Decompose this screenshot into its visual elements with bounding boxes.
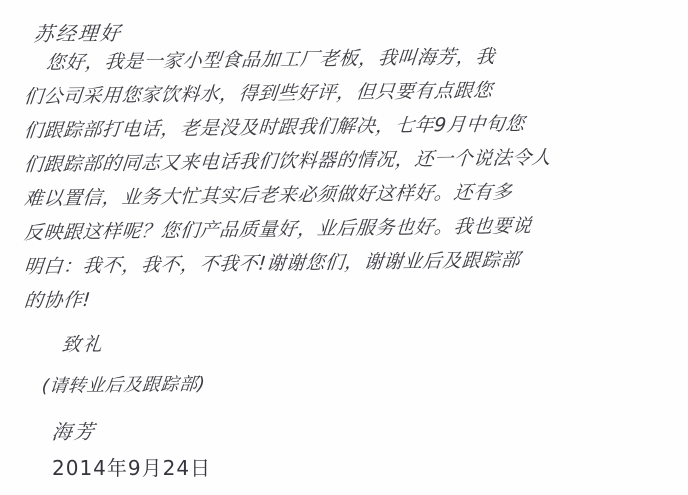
letter-body-line: 您好，我是一家小型食品加工厂老板，我叫海芳，我 bbox=[44, 45, 497, 74]
letter-body-line: 们公司采用您家饮料水，得到些好评，但只要有点跟您 bbox=[22, 79, 494, 108]
letter-body-line: 们跟踪部打电话，老是没及时跟我们解决，七年9月中旬您 bbox=[22, 113, 526, 142]
letter-body-line: 难以置信，业务大忙其实后老来必须做好这样好。还有多 bbox=[22, 181, 514, 210]
letter-body-line: 明白：我不，我不，不我不!谢谢您们，谢谢业后及跟踪部 bbox=[22, 249, 522, 278]
letter-parenthetical-note: (请转业后及跟踪部) bbox=[40, 373, 207, 397]
letter-signature: 海芳 bbox=[50, 419, 98, 444]
letter-date: 2014年9月24日 bbox=[52, 456, 212, 480]
letter-salutation: 苏经理好 bbox=[32, 20, 124, 46]
letter-body-line: 的协作! bbox=[22, 289, 92, 312]
letter-body-line: 们跟踪部的同志又来电话我们饮料器的情况，还一个说法令人 bbox=[22, 146, 553, 176]
letter-body-line: 反映跟这样呢？您们产品质量好，业后服务也好。我也要说 bbox=[22, 214, 533, 244]
letter-closing: 致礼 bbox=[60, 333, 105, 356]
